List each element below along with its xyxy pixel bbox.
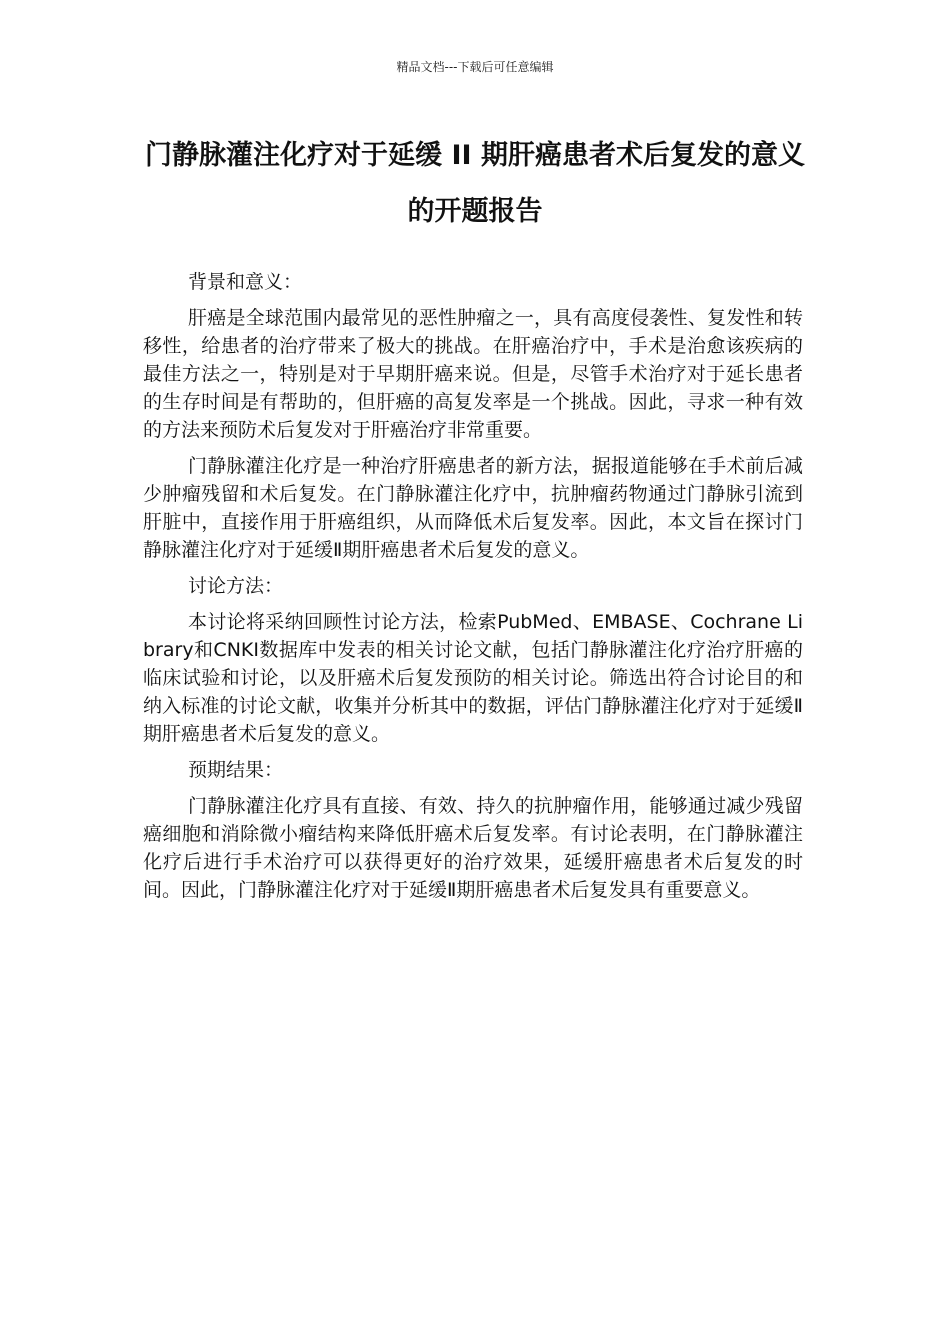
document-body: [143, 268, 803, 912]
results-paragraph: 门静脉灌注化疗具有直接、有效、持久的抗肿瘤作用，能够通过减少残留癌细胞和消除微小瘤结构来降低肝癌术后复发率。有讨论表明，在门静脉灌注化疗后进行手术治疗可以获得更好的治疗效果，延缓肝癌患者术后复发的时间。因此，门静脉灌注化疗对于延缓Ⅱ期肝癌患者术后复发具有重要意义。: [143, 795, 803, 901]
document-title: 门静脉灌注化疗对于延缓 II 期肝癌患者术后复发的意义的开题报告: [145, 140, 805, 227]
background-paragraph-1: 肝癌是全球范围内最常见的恶性肿瘤之一，具有高度侵袭性、复发性和转移性，给患者的治疗带来了极大的挑战。在肝癌治疗中，手术是治愈该疾病的最佳方法之一，特别是对于早期肝癌来说。但是，尽管手术治疗对于延长患者的生存时间是有帮助的，但肝癌的高复发率是一个挑战。因此，寻求一种有效的方法来预防术后复发对于肝癌治疗非常重要。: [143, 307, 803, 441]
results-heading: 预期结果：: [188, 759, 284, 781]
methods-heading: 讨论方法：: [188, 575, 284, 597]
methods-paragraph: 本讨论将采纳回顾性讨论方法，检索PubMed、EMBASE、Cochrane Library和CNKI数据库中发表的相关讨论文献，包括门静脉灌注化疗治疗肝癌的临床试验和讨论，以及肝癌术后复发预防的相关讨论。筛选出符合讨论目的和纳入标准的讨论文献，收集并分析其中的数据，评估门静脉灌注化疗对于延缓Ⅱ期肝癌患者术后复发的意义。: [143, 611, 803, 745]
background-heading: 背景和意义：: [188, 271, 303, 293]
page-header: 精品文档---下载后可任意编辑: [396, 60, 554, 74]
background-paragraph-2: 门静脉灌注化疗是一种治疗肝癌患者的新方法，据报道能够在手术前后减少肿瘤残留和术后复发。在门静脉灌注化疗中，抗肿瘤药物通过门静脉引流到肝脏中，直接作用于肝癌组织，从而降低术后复发率。因此，本文旨在探讨门静脉灌注化疗对于延缓Ⅱ期肝癌患者术后复发的意义。: [143, 455, 803, 561]
